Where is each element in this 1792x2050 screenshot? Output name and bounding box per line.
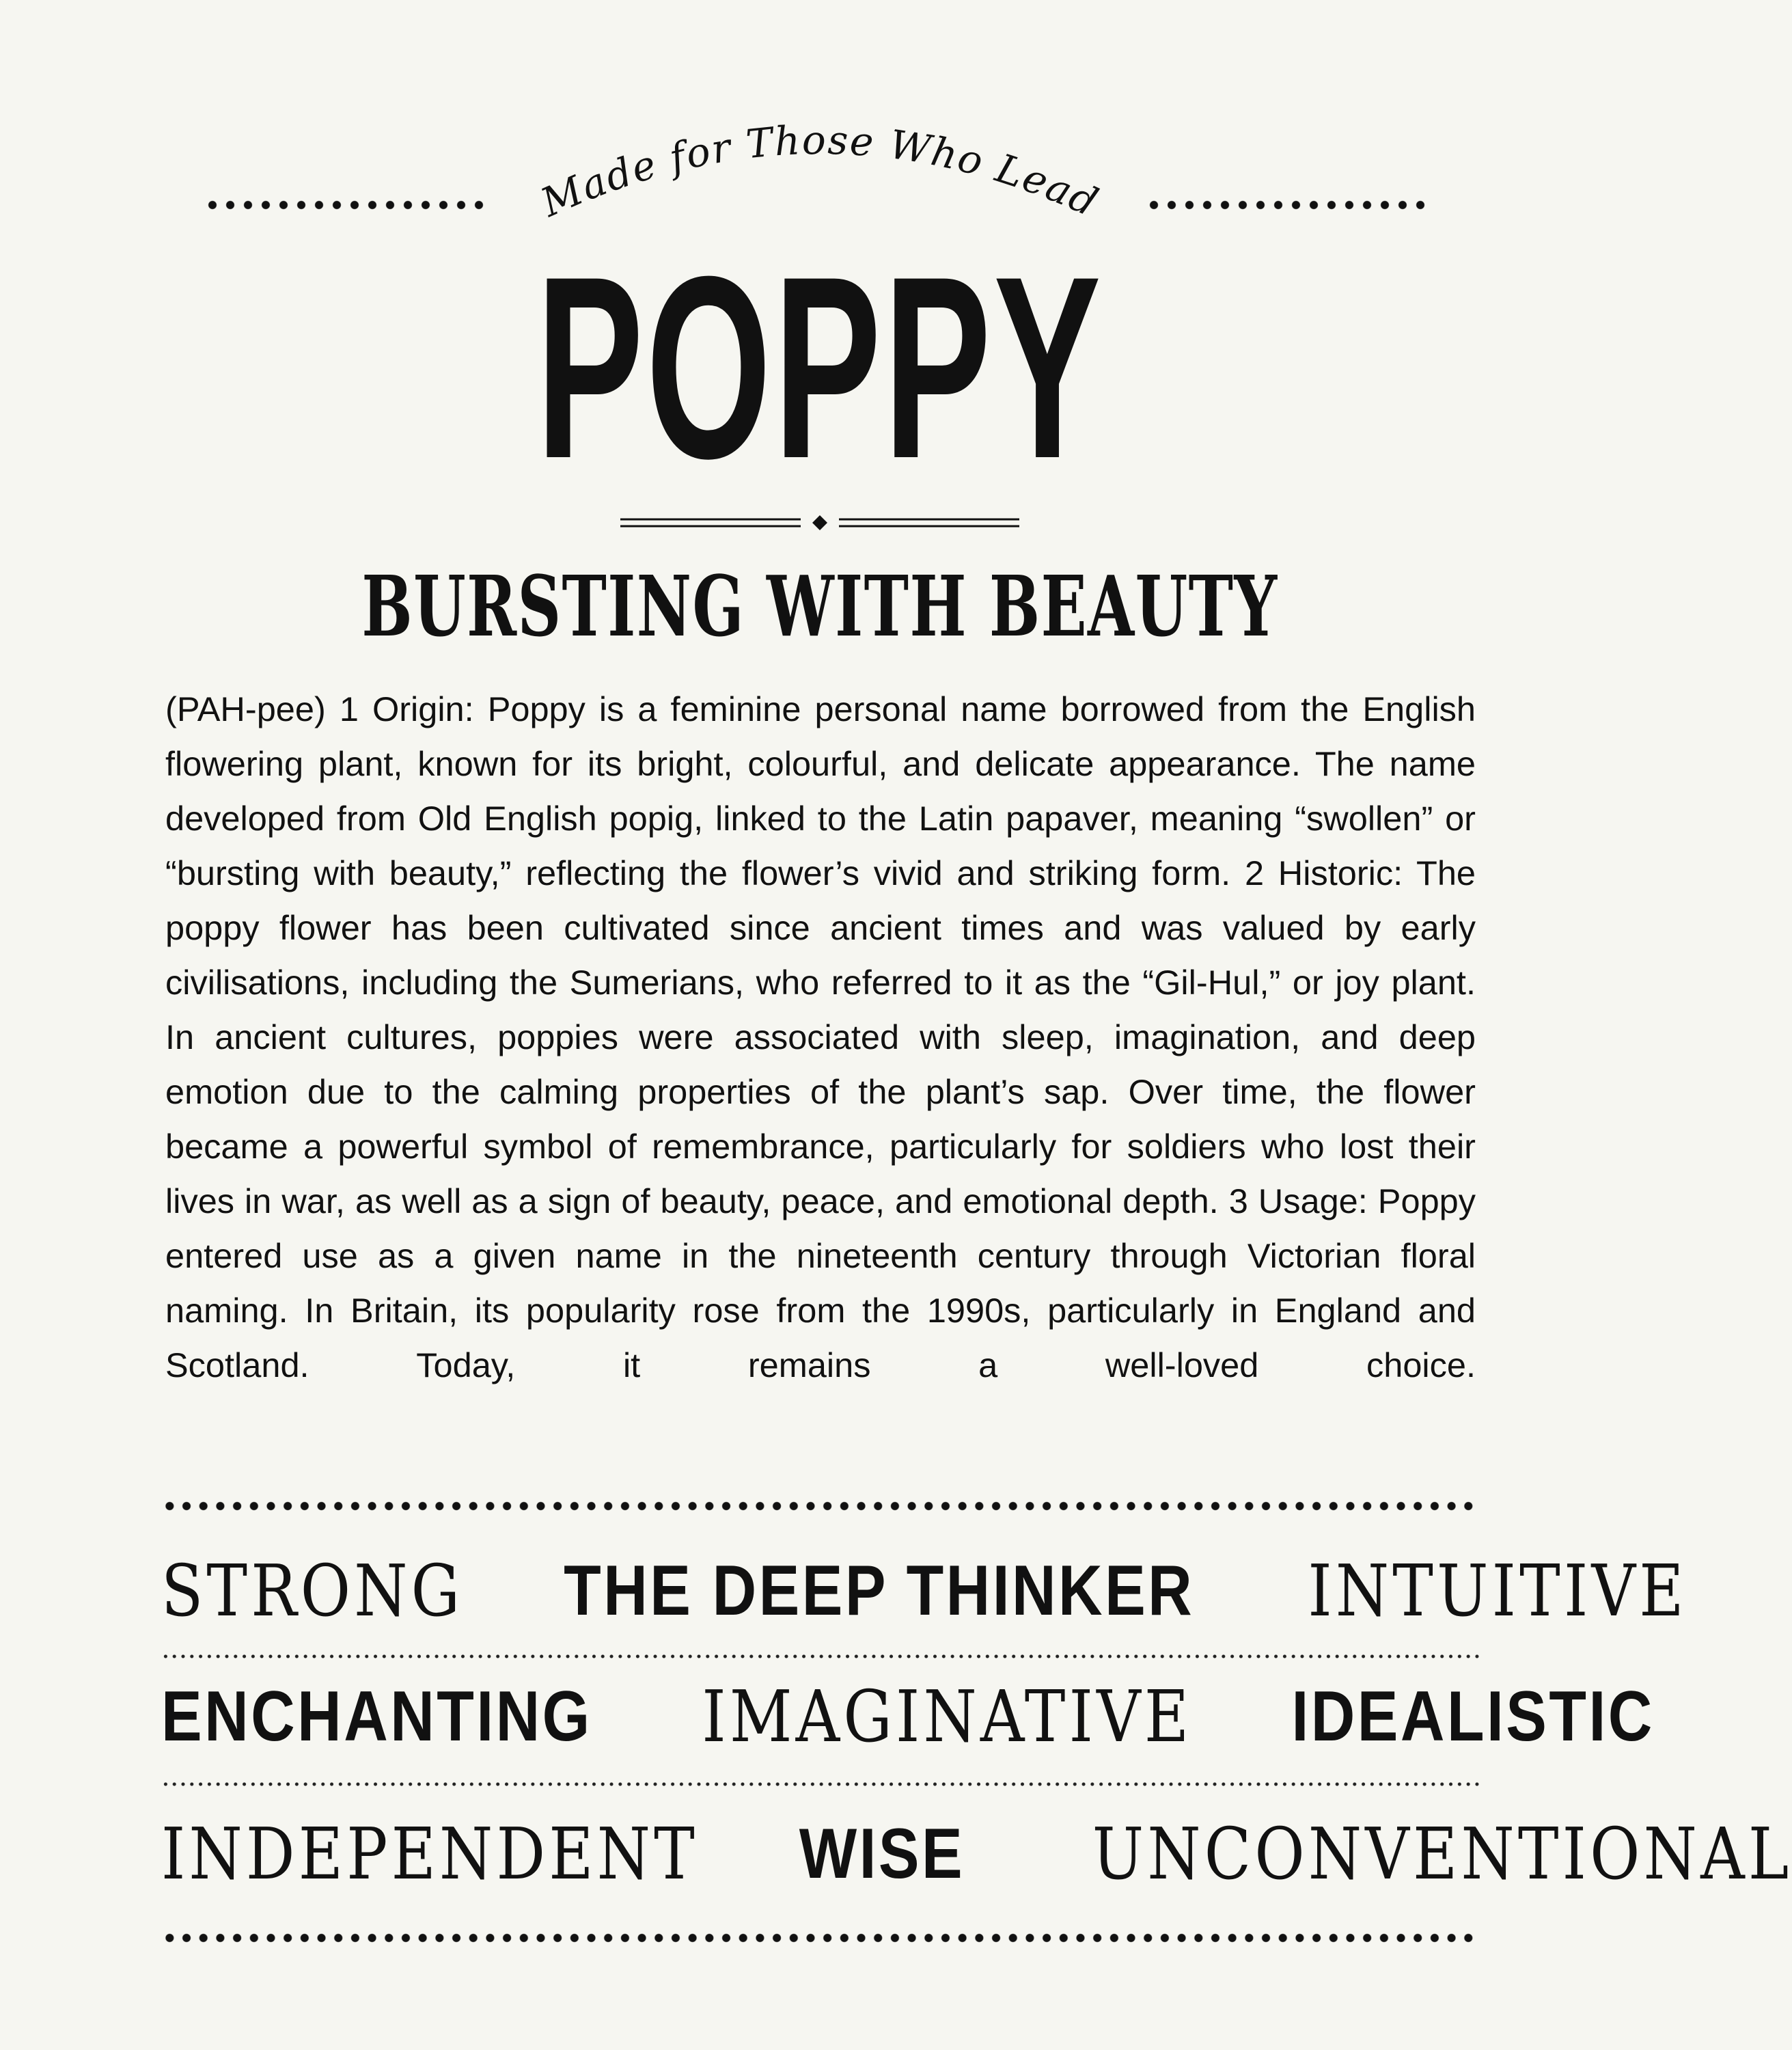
trait-row-1: [161, 1546, 1687, 1635]
trait-the-deep-thinker: THE DEEP THINKER: [564, 1551, 1195, 1630]
name-description: (PAH-pee) 1 Origin: Poppy is a feminine personal name borrowed from the English flowering plant, known for its bright, colourful, and delicate appearance. The name developed from Old English popig, linked to the Latin papaver, meaning “swollen” or “bursting with beauty,” reflecting the flower’s vivid and striking form. 2 Historic: The poppy flower has been cultivated since ancient times and was valued by early civilisations, including the Sumerians, who referred to it as the “Gil-Hul,” or joy plant. In ancient cultures, poppies were associated with sleep, imagination, and deep emotion due to the calming properties of the plant’s sap. Over time, the flower became a powerful symbol of remembrance, particularly for soldiers who lost their lives in war, as well as a sign of beauty, peace, and emotional depth. 3 Usage: Poppy entered use as a given name in the nineteenth century through Victorian floral naming. In Britain, its popularity rose from the 1990s, particularly in England and Scotland. Today, it remains a well-loved choice.: [165, 689, 1476, 1384]
dotted-rule-traits-1: [161, 1654, 1480, 1658]
dotted-rule-traits-2: [161, 1782, 1480, 1786]
tagline-arc: [519, 102, 1120, 239]
trait-independent: INDEPENDENT: [161, 1812, 698, 1896]
tagline: Made for Those Who Lead: [534, 116, 1106, 226]
trait-row-2: [161, 1672, 1655, 1761]
meaning-heading: BURSTING WITH BEAUTY: [361, 557, 1278, 655]
name-title: POPPY: [536, 222, 1104, 512]
trait-idealistic: IDEALISTIC: [1291, 1677, 1655, 1756]
trait-intuitive: INTUITIVE: [1307, 1549, 1687, 1632]
trait-imaginative: IMAGINATIVE: [702, 1675, 1193, 1758]
trait-row-3: [161, 1809, 1792, 1898]
dotted-rule-traits-top: [161, 1501, 1480, 1511]
trait-unconventional: UNCONVENTIONAL: [1092, 1812, 1792, 1896]
tagline-text: [534, 117, 1105, 226]
dotted-rule-traits-bottom: [161, 1933, 1480, 1943]
dotted-rule-right: [1145, 200, 1426, 210]
trait-enchanting: ENCHANTING: [161, 1677, 592, 1756]
ornament-divider: [615, 511, 1025, 536]
diamond-icon: [812, 515, 827, 530]
trait-wise: WISE: [799, 1814, 965, 1894]
dotted-rule-left: [204, 200, 485, 210]
trait-strong: STRONG: [161, 1549, 464, 1632]
